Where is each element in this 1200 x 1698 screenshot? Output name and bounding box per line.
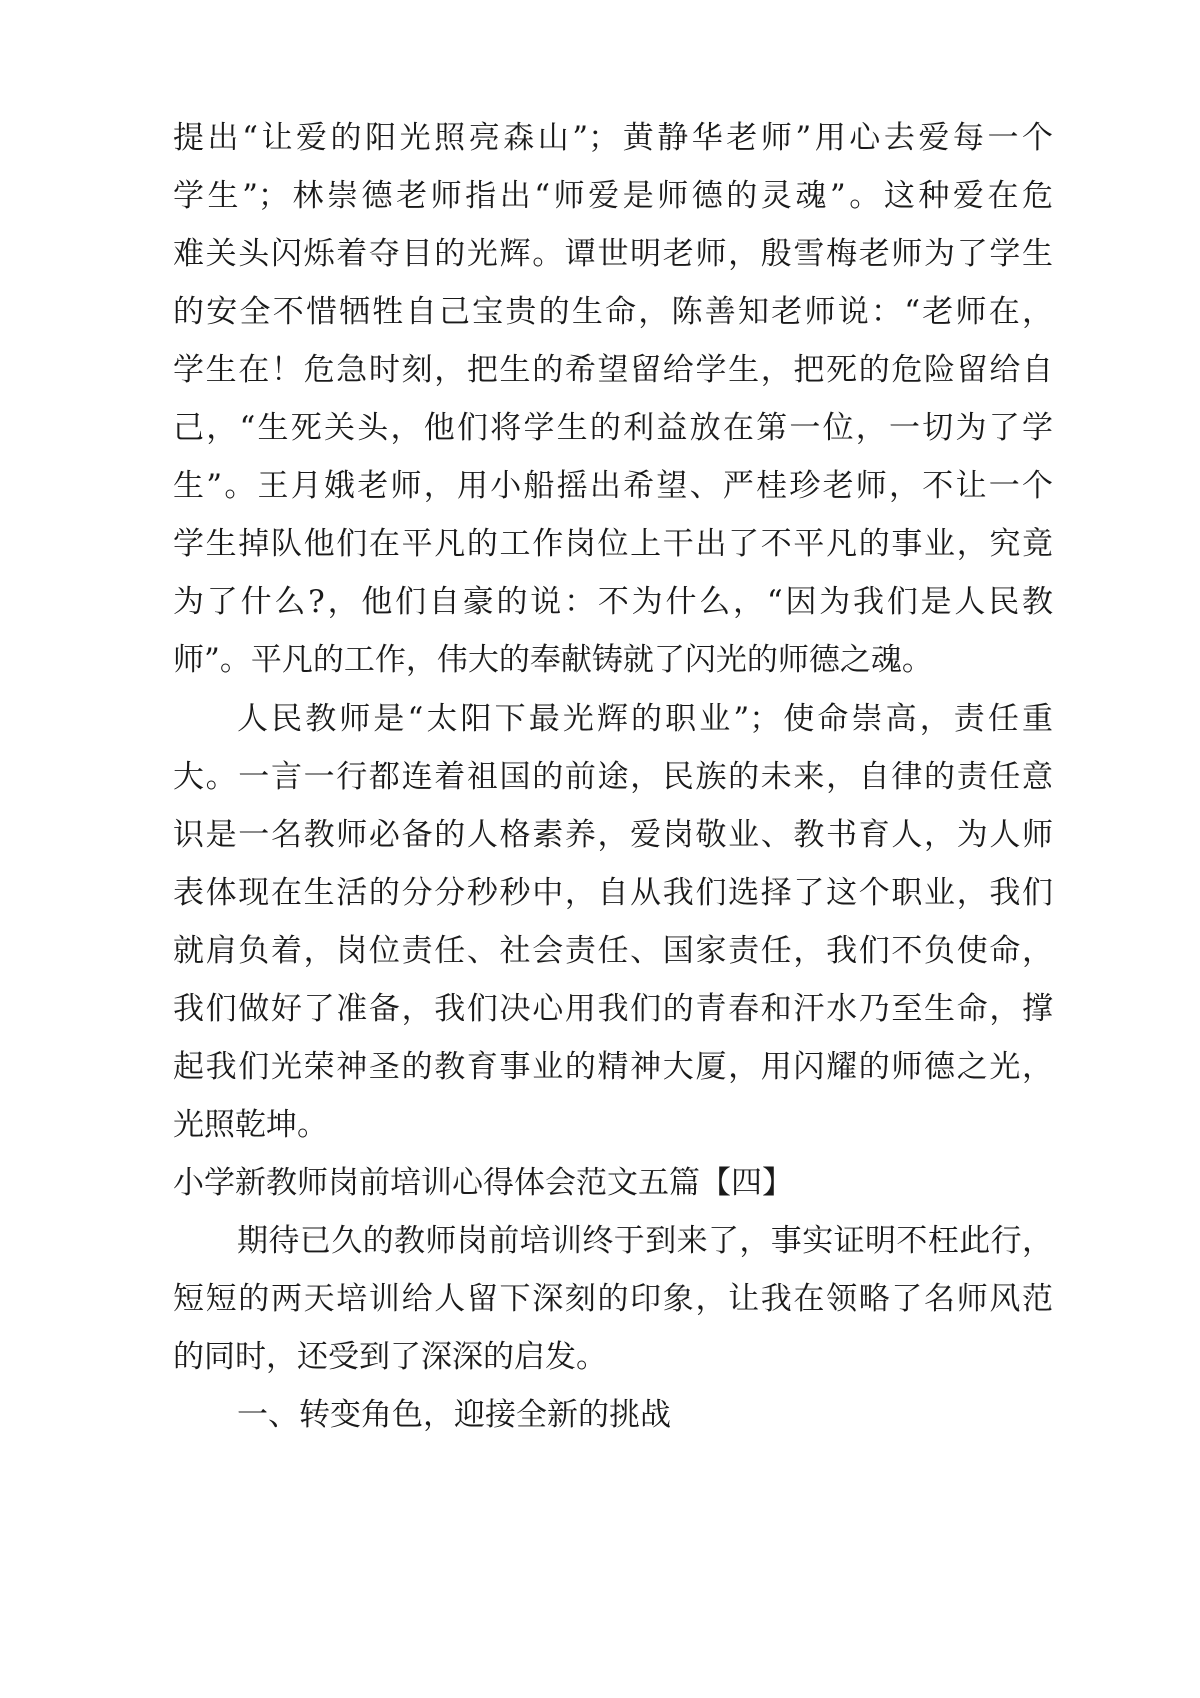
body-text-line: 大。一言一行都连着祖国的前途，民族的未来，自律的责任意 — [173, 759, 1053, 795]
paragraph-first-line: 期待已久的教师岗前培训终于到来了，事实证明不枉此行， — [237, 1223, 1053, 1259]
body-text-line: 学生在！危急时刻，把生的希望留给学生，把死的危险留给自 — [173, 352, 1053, 388]
body-text-line: 学生掉队他们在平凡的工作岗位上干出了不平凡的事业，究竟 — [173, 526, 1053, 562]
subsection-heading: 一、转变角色，迎接全新的挑战 — [237, 1397, 671, 1433]
body-text-line: 提出“让爱的阳光照亮森山”；黄静华老师”用心去爱每一个 — [173, 120, 1053, 156]
body-text-line: 的安全不惜牺牲自己宝贵的生命，陈善知老师说：“老师在， — [173, 294, 1053, 330]
body-text-line: 生”。王月娥老师，用小船摇出希望、严桂珍老师，不让一个 — [173, 468, 1053, 504]
body-text-line: 师”。平凡的工作，伟大的奉献铸就了闪光的师德之魂。 — [173, 642, 933, 678]
body-text-line: 表体现在生活的分分秒秒中，自从我们选择了这个职业，我们 — [173, 875, 1053, 911]
body-text-line: 学生”；林崇德老师指出“师爱是师德的灵魂”。这种爱在危 — [173, 178, 1053, 214]
body-text-line: 起我们光荣神圣的教育事业的精神大厦，用闪耀的师德之光， — [173, 1049, 1053, 1085]
body-text-line: 己，“生死关头，他们将学生的利益放在第一位，一切为了学 — [173, 410, 1053, 446]
body-text-line: 为了什么?，他们自豪的说：不为什么，“因为我们是人民教 — [173, 584, 1053, 620]
body-text-line: 就肩负着，岗位责任、社会责任、国家责任，我们不负使命， — [173, 933, 1053, 969]
body-text-line: 短短的两天培训给人留下深刻的印象，让我在领略了名师风范 — [173, 1281, 1053, 1317]
body-text-line: 识是一名教师必备的人格素养，爱岗敬业、教书育人，为人师 — [173, 817, 1053, 853]
paragraph-first-line: 人民教师是“太阳下最光辉的职业”；使命崇高，责任重 — [237, 701, 1053, 737]
body-text-line: 难关头闪烁着夺目的光辉。谭世明老师，殷雪梅老师为了学生 — [173, 236, 1053, 272]
body-text-line: 我们做好了准备，我们决心用我们的青春和汗水乃至生命，撑 — [173, 991, 1053, 1027]
section-heading: 小学新教师岗前培训心得体会范文五篇【四】 — [173, 1165, 793, 1201]
body-text-line: 光照乾坤。 — [173, 1107, 328, 1143]
body-text-line: 的同时，还受到了深深的启发。 — [173, 1339, 607, 1375]
